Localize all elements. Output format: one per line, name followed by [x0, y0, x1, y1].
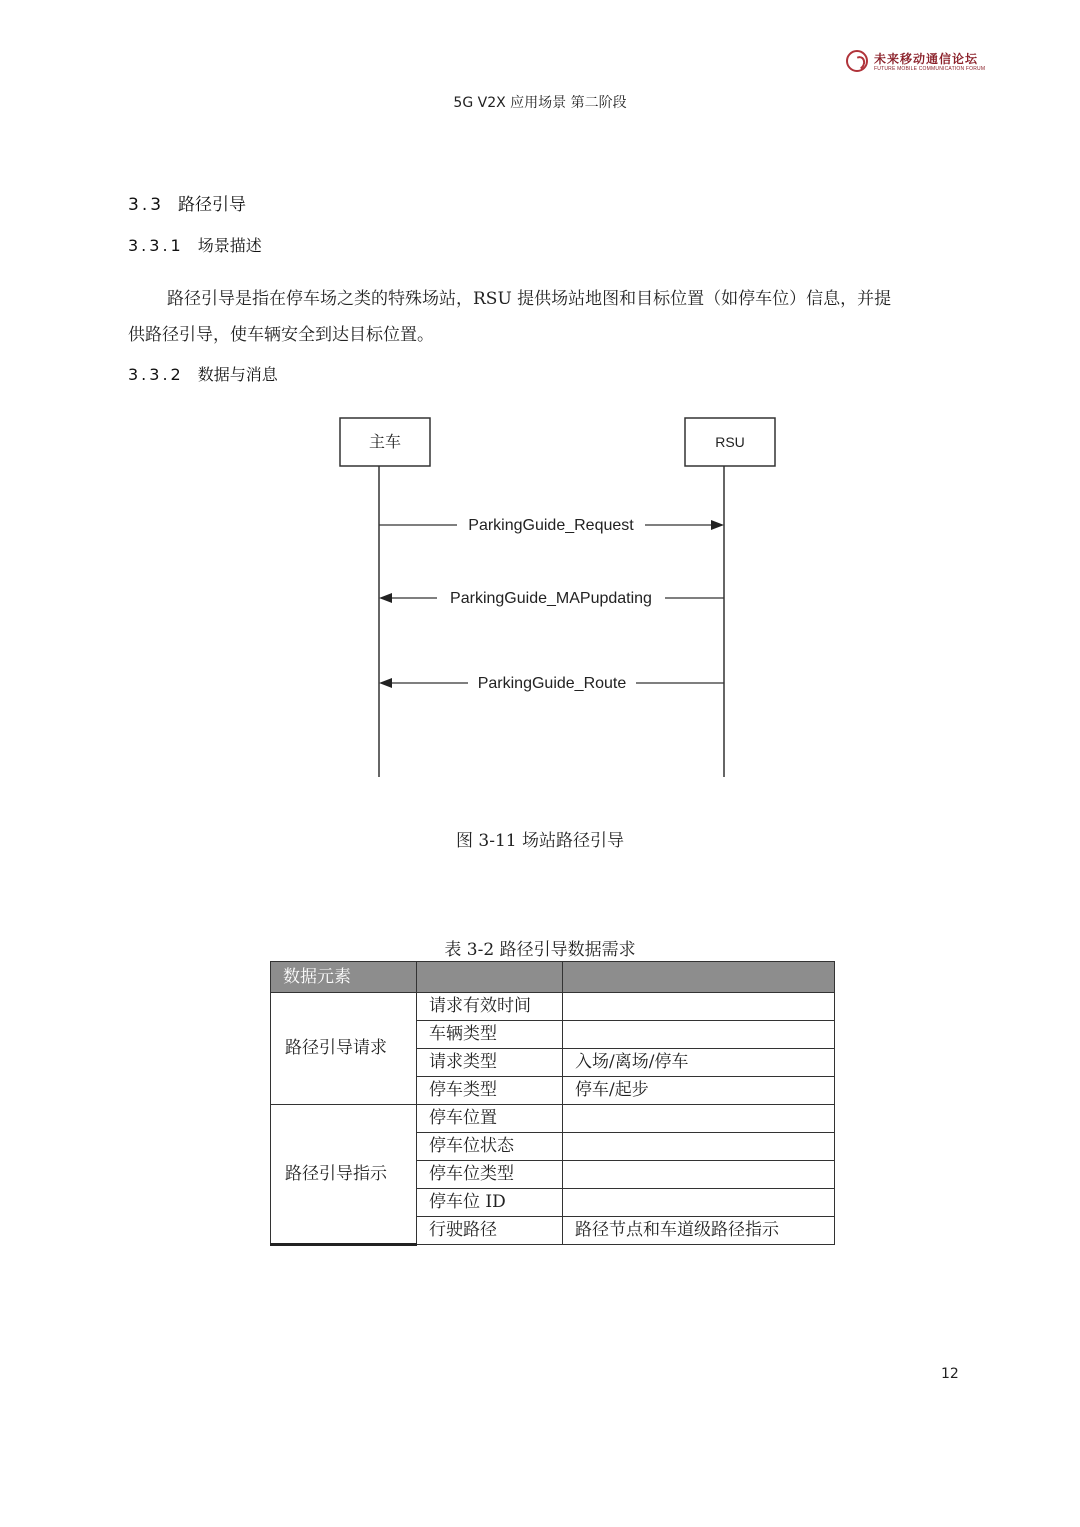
value-cell — [563, 1189, 835, 1217]
value-cell: 停车/起步 — [563, 1077, 835, 1105]
logo-cn-text: 未来移动通信论坛 — [874, 52, 979, 66]
header-cell-data-element: 数据元素 — [271, 962, 417, 993]
message-3-label: ParkingGuide_Route — [477, 675, 627, 692]
item-cell: 停车位 ID — [417, 1189, 563, 1217]
subsection-title-2: 数据与消息 — [197, 365, 278, 384]
sequence-diagram — [300, 400, 800, 785]
logo-en-text: FUTURE MOBILE COMMUNICATION FORUM — [874, 66, 986, 72]
item-cell: 停车位类型 — [417, 1161, 563, 1189]
message-2-label: ParkingGuide_MAPupdating — [450, 590, 652, 607]
table-row — [271, 1105, 835, 1133]
table-header-row — [271, 962, 835, 993]
subsection-heading-2 — [128, 362, 278, 385]
value-cell — [563, 1021, 835, 1049]
actor-label-vehicle: 主车 — [368, 432, 402, 451]
section-title: 路径引导 — [178, 195, 247, 215]
group-cell-indication: 路径引导指示 — [271, 1105, 417, 1245]
data-requirements-table — [270, 961, 835, 1246]
scenario-paragraph — [128, 281, 980, 353]
message-1-label: ParkingGuide_Request — [468, 517, 634, 534]
table-row — [271, 993, 835, 1021]
subsection-heading-1 — [128, 233, 262, 256]
section-number: 3.3 — [128, 195, 165, 215]
forum-logo-icon — [846, 50, 868, 72]
value-cell — [563, 1133, 835, 1161]
subsection-title-1: 场景描述 — [197, 236, 262, 255]
group-cell-request: 路径引导请求 — [271, 993, 417, 1105]
message-1-arrowhead — [711, 520, 724, 530]
value-cell — [563, 1161, 835, 1189]
actor-label-rsu: RSU — [715, 434, 745, 450]
value-cell: 入场/离场/停车 — [563, 1049, 835, 1077]
value-cell: 路径节点和车道级路径指示 — [563, 1217, 835, 1245]
value-cell — [563, 1105, 835, 1133]
running-header: 5G V2X 应用场景 第二阶段 — [453, 95, 627, 111]
forum-logo — [846, 50, 996, 76]
item-cell: 行驶路径 — [417, 1217, 563, 1245]
message-3-arrowhead — [379, 678, 392, 688]
item-cell: 停车类型 — [417, 1077, 563, 1105]
page-number: 12 — [941, 1366, 959, 1382]
paragraph-line-1: 路径引导是指在停车场之类的特殊场站，RSU 提供场站地图和目标位置（如停车位）信息，并提 — [167, 289, 892, 309]
item-cell: 停车位状态 — [417, 1133, 563, 1161]
paragraph-line-2: 供路径引导，使车辆安全到达目标位置。 — [128, 325, 434, 345]
item-cell: 停车位置 — [417, 1105, 563, 1133]
value-cell — [563, 993, 835, 1021]
header-cell-3 — [563, 962, 835, 993]
header-cell-2 — [417, 962, 563, 993]
section-heading — [128, 190, 246, 215]
item-cell: 车辆类型 — [417, 1021, 563, 1049]
item-cell: 请求有效时间 — [417, 993, 563, 1021]
subsection-number-2: 3.3.2 — [128, 365, 184, 384]
message-2-arrowhead — [379, 593, 392, 603]
table-caption: 表 3-2 路径引导数据需求 — [444, 940, 636, 960]
figure-caption: 图 3-11 场站路径引导 — [456, 831, 624, 851]
subsection-number-1: 3.3.1 — [128, 236, 184, 255]
item-cell: 请求类型 — [417, 1049, 563, 1077]
